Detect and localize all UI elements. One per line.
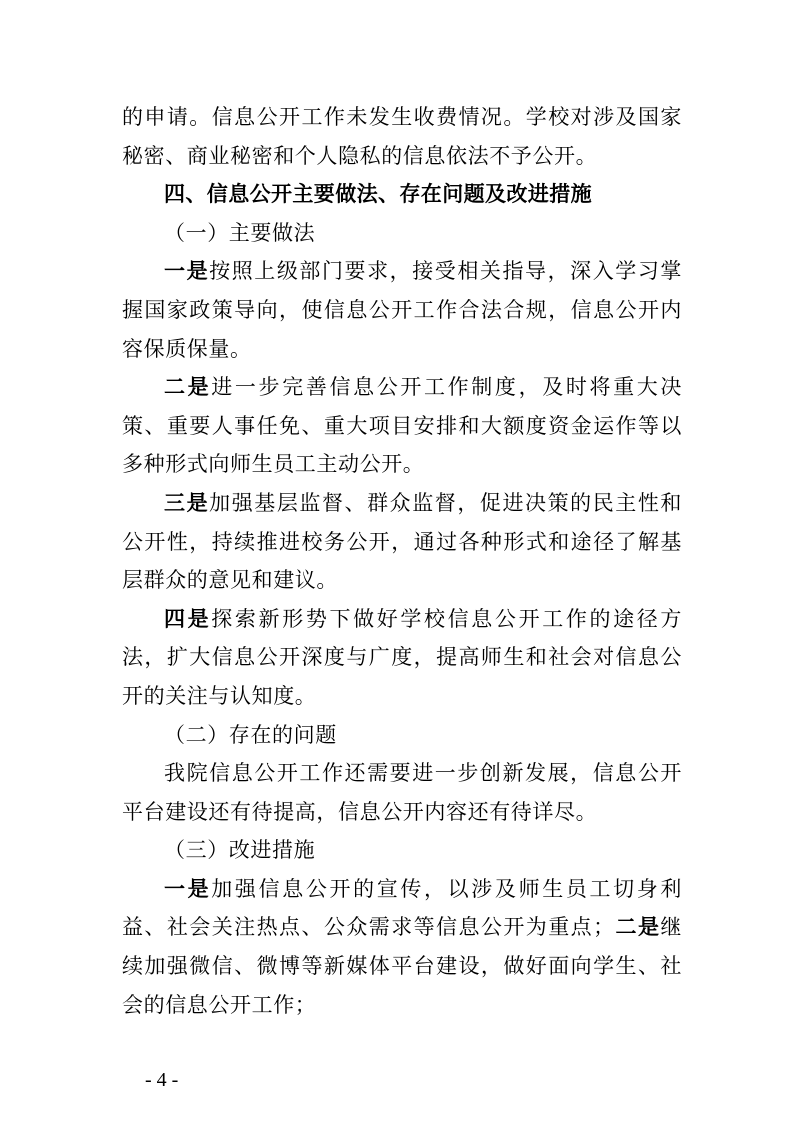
subsection-heading-problems: （二）存在的问题 — [164, 722, 337, 747]
subsection-heading-main-practices: （一）主要做法 — [164, 220, 316, 245]
subsection-heading-measures: （三）改进措施 — [164, 838, 316, 863]
practice-item-2: 二是进一步完善信息公开工作制度，及时将重大决策、重要人事任免、重大项目安排和大额度资金运作等以多种形式向师生员工主动公开。 — [122, 375, 683, 477]
item-lead: 二是 — [164, 375, 212, 400]
item-lead: 一是 — [164, 259, 210, 284]
item-lead: 三是 — [164, 490, 210, 515]
measures-paragraph: 一是加强信息公开的宣传，以涉及师生员工切身利益、社会关注热点、公众需求等信息公开为重点；二是继续加强微信、微博等新媒体平台建设，做好面向学生、社会的信息公开工作； — [122, 876, 683, 1017]
problems-paragraph: 我院信息公开工作还需要进一步创新发展，信息公开平台建设还有待提高，信息公开内容还有待详尽。 — [122, 761, 682, 824]
practice-item-3: 三是加强基层监督、群众监督，促进决策的民主性和公开性，持续推进校务公开，通过各种形式和途径了解基层群众的意见和建议。 — [122, 490, 682, 593]
item-lead: 四是 — [164, 606, 212, 631]
item-lead: 二是 — [614, 915, 661, 940]
practice-item-4: 四是探索新形势下做好学校信息公开工作的途径方法，扩大信息公开深度与广度，提高师生和社会对信息公开的关注与认知度。 — [122, 606, 683, 708]
paragraph-continued: 的申请。信息公开工作未发生收费情况。学校对涉及国家秘密、商业秘密和个人隐私的信息依法不予公开。 — [122, 105, 682, 168]
document-page: 的申请。信息公开工作未发生收费情况。学校对涉及国家秘密、商业秘密和个人隐私的信息依法不予公开。 四、信息公开主要做法、存在问题及改进措施 （一）主要做法 一是按照上级部门要求，接受相关指导，深入学习掌握国家政策导向，使信息公开工作合法合规，信息公开内容保质保量。 二是进一步完善信息公开工作制度，及时将重大决策、重要人事任免、重大项目安排和大额度资金运作等以多种形式向师生员工主动公开。 三是加强基层监督、群众监督，促进决策的民主性和公开性，持续推进校务公开，通过各种形式和途径了解基层群众的意见和建议。 四是探索新形势下做好学校信息公开工作的途径方法，扩大信息公开深度与广度，提高师生和社会对信息公开的关注与认知度。 （二）存在的问题 我院信息公开工作还需要进一步创新发展，信息公开平台建设还有待提高，信息公开内容还有待详尽。 （三）改进措施 一是加强信息公开的宣传，以涉及师生员工切身利益、社会关注热点、公众需求等信息公开为重点；二是继续加强微信、微博等新媒体平台建设，做好面向学生、社会的信息公开工作； - 4 - — [0, 0, 793, 1122]
practice-item-1: 一是按照上级部门要求，接受相关指导，深入学习掌握国家政策导向，使信息公开工作合法合规，信息公开内容保质保量。 — [122, 259, 682, 361]
body-text — [122, 98, 682, 1024]
item-lead: 一是 — [164, 876, 212, 901]
section-heading: 四、信息公开主要做法、存在问题及改进措施 — [164, 182, 592, 207]
